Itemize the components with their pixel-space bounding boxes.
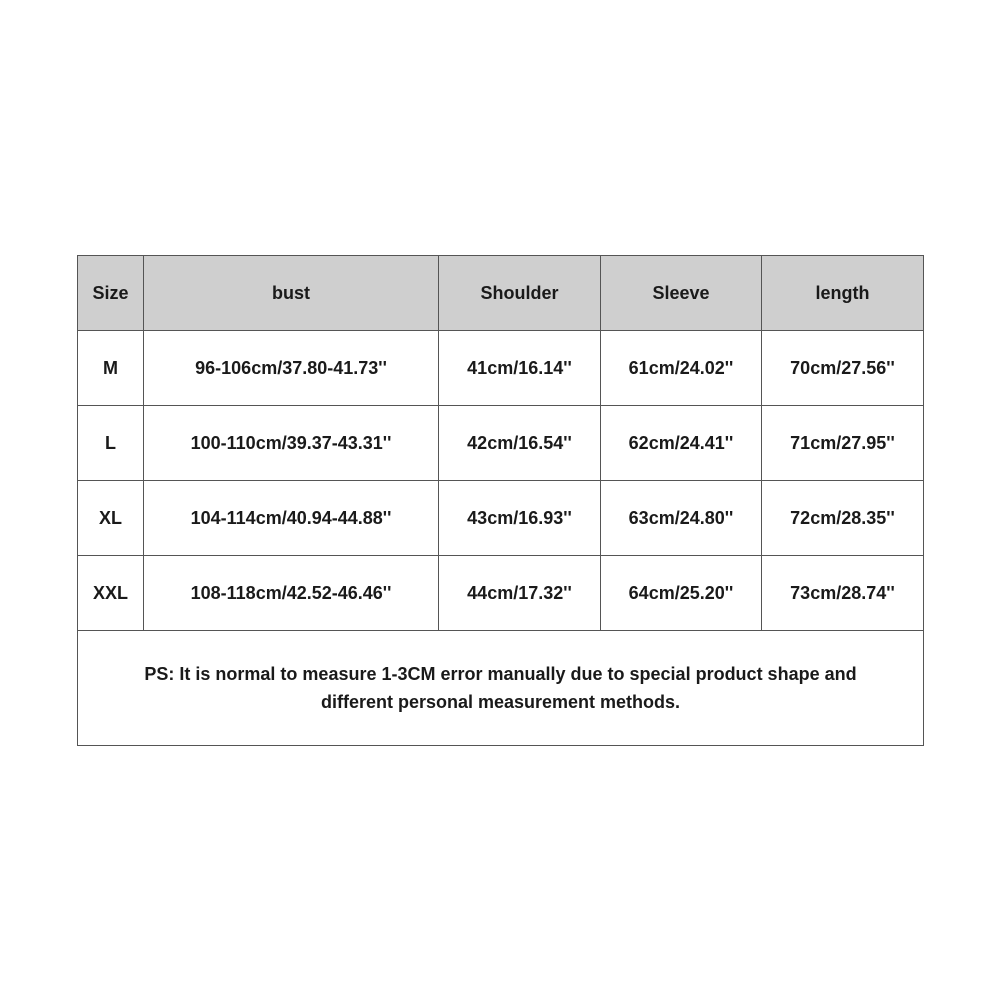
table-row — [78, 556, 924, 631]
cell-sleeve: 61cm/24.02'' — [601, 331, 762, 406]
note-line: different personal measurement methods. — [320, 692, 681, 712]
header-row — [78, 256, 924, 331]
cell-bust: 96-106cm/37.80-41.73'' — [144, 331, 439, 406]
cell-size: XL — [78, 481, 144, 556]
table-row — [78, 331, 924, 406]
table-header — [78, 256, 924, 331]
header-length: length — [762, 256, 924, 331]
size-chart-table — [77, 255, 924, 746]
cell-shoulder: 41cm/16.14'' — [439, 331, 601, 406]
cell-shoulder: 44cm/17.32'' — [439, 556, 601, 631]
cell-size: XXL — [78, 556, 144, 631]
cell-bust: 100-110cm/39.37-43.31'' — [144, 406, 439, 481]
cell-sleeve: 62cm/24.41'' — [601, 406, 762, 481]
table-row — [78, 481, 924, 556]
cell-length: 71cm/27.95'' — [762, 406, 924, 481]
cell-sleeve: 64cm/25.20'' — [601, 556, 762, 631]
cell-length: 72cm/28.35'' — [762, 481, 924, 556]
cell-shoulder: 43cm/16.93'' — [439, 481, 601, 556]
cell-size: L — [78, 406, 144, 481]
header-shoulder: Shoulder — [439, 256, 601, 331]
header-size: Size — [78, 256, 144, 331]
header-bust: bust — [144, 256, 439, 331]
cell-shoulder: 42cm/16.54'' — [439, 406, 601, 481]
note-row — [78, 631, 924, 746]
measurement-note — [78, 631, 924, 746]
note-line: PS: It is normal to measure 1-3CM error manually due to special product shape and — [144, 664, 857, 684]
cell-length: 70cm/27.56'' — [762, 331, 924, 406]
cell-sleeve: 63cm/24.80'' — [601, 481, 762, 556]
cell-bust: 104-114cm/40.94-44.88'' — [144, 481, 439, 556]
cell-size: M — [78, 331, 144, 406]
table-footer — [78, 631, 924, 746]
cell-length: 73cm/28.74'' — [762, 556, 924, 631]
table-row — [78, 406, 924, 481]
table-body — [78, 331, 924, 631]
cell-bust: 108-118cm/42.52-46.46'' — [144, 556, 439, 631]
header-sleeve: Sleeve — [601, 256, 762, 331]
